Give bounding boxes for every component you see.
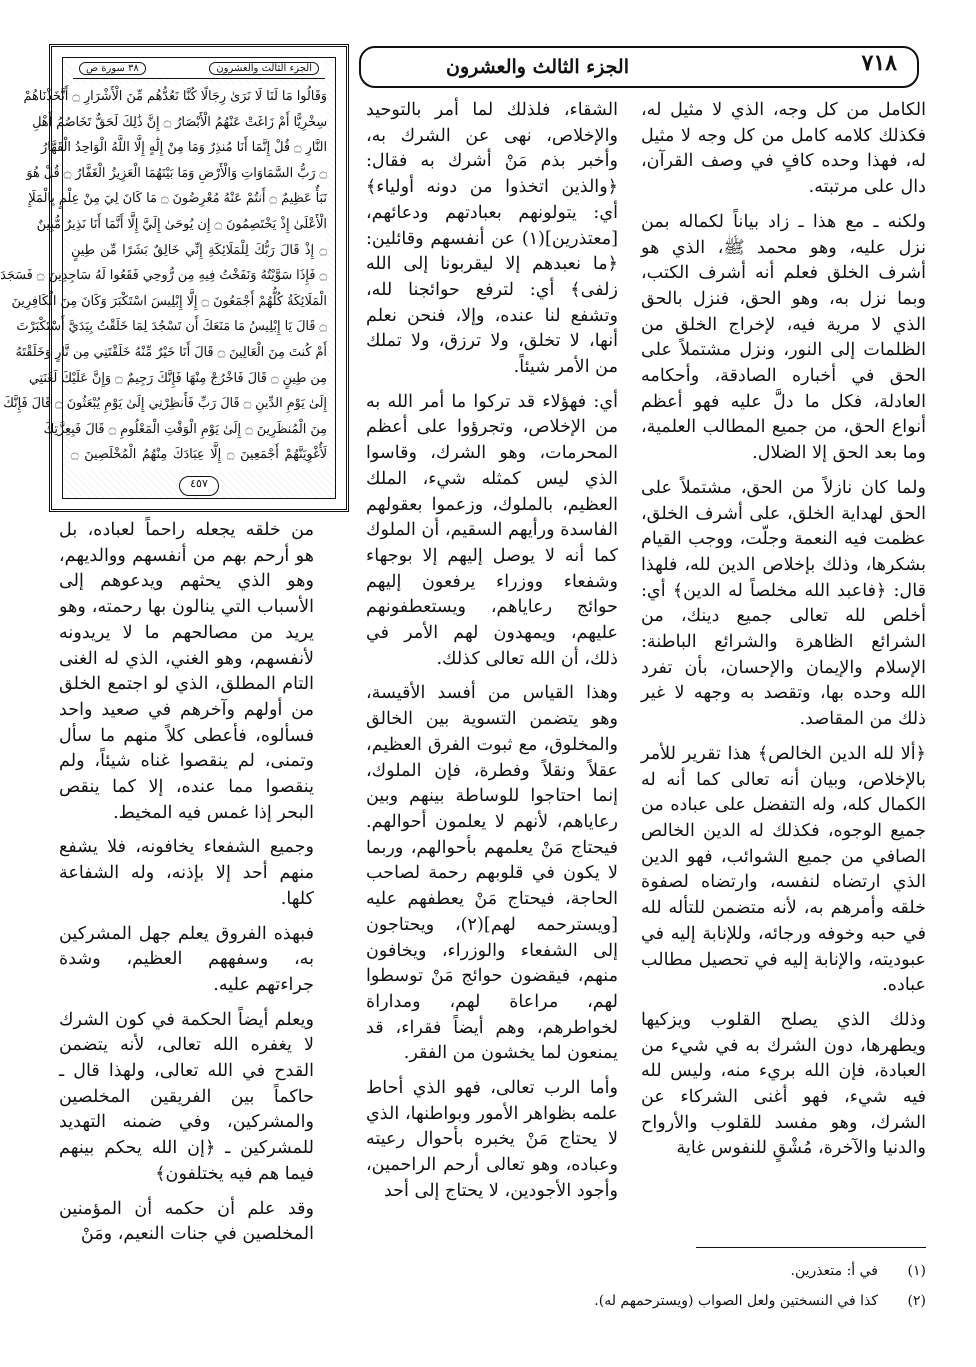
footnote xyxy=(66,1256,926,1286)
left-column-paragraph: وجميع الشفعاء يخافونه، فلا يشفع منهم أحد إلا بإذنه، وله الشفاعة كلها. xyxy=(59,837,314,909)
left-column-paragraph: فبهذه الفروق يعلم جهل المشركين به، وسفههم العظيم، وشدة جراءتهم عليه. xyxy=(59,923,314,995)
mushaf-line: الْمَلَائِكَةُ كُلُّهُمْ أَجْمَعُونَ ۝ إِلَّا إِبْلِيسَ اسْتَكْبَرَ وَكَانَ مِنَ الْكَافِرِينَ xyxy=(11,293,327,309)
column-left xyxy=(59,518,314,1257)
footnotes xyxy=(66,1256,926,1316)
footnote-divider xyxy=(696,1247,926,1248)
mushaf-line: ۝ فَإِذَا سَوَّيْتُهُ وَنَفَخْتُ فِيهِ مِن رُّوحِي فَقَعُوا لَهُ سَاجِدِينَ ۝ فَسَجَدَ xyxy=(0,268,327,284)
left-column-paragraph: من خلقه يجعله راحماً لعباده، بل هو أرحم بهم من أنفسهم ووالديهم، وهو الذي يحثهم ويدعوهم إلى الأسباب التي ينالون بها رحمته، وهو يريد من مصالحهم ما لا يريدونه لأنفسهم، وهو الغني، الذي له الغنى التام المطلق، الذي لو اجتمع الخلق من أولهم وآخرهم في صعيد واحد فسألوه، فأعطى كلاً منهم ما سأل وتمنى، لم ينقصوا غناه شيئاً، ولم ينقصوا مما عنده، إلا كما ينقص البحر إذا غمس فيه المخيط. xyxy=(59,520,314,823)
mushaf-surah-name: ٣٨ سورة ص xyxy=(79,62,146,75)
footnote-text: في أ: متعذرين. xyxy=(790,1263,878,1279)
left-column-paragraph: وقد علم أن حكمه أن المؤمنين المخلصين في جنات النعيم، ومَنْ xyxy=(59,1198,314,1245)
page-number: ٧١٨ xyxy=(861,50,897,76)
header-frame xyxy=(359,46,919,88)
right-column-paragraph: ولما كان نازلاً من الحق، مشتملاً على الحق لهداية الخلق، على أشرف الخلق، عظمت فيه النعمة وجلّت، ووجب القيام بشكرها، وذلك بإخلاص الدين لله، فلهذا قال: ﴿فاعبد الله مخلصاً له الدين﴾ أي: أخلص لله تعالى جميع دينك، من الشرائع الظاهرة والشرائع الباطنة: الإسلام والإيمان والإحسان، بأن تفرد الله وحده بها، وتقصد به وجهه لا غير ذلك من المقاصد. xyxy=(641,477,926,730)
mushaf-line: إِلَىٰ يَوْمِ الدِّينِ ۝ قَالَ رَبِّ فَأَنظِرْنِي إِلَىٰ يَوْمِ يُبْعَثُونَ ۝ قَالَ فَإِنَّكَ xyxy=(3,396,327,412)
mushaf-line: وَقَالُوا مَا لَنَا لَا نَرَىٰ رِجَالًا كُنَّا نَعُدُّهُم مِّنَ الْأَشْرَارِ ۝ أَتَّخَذْنَاهُمْ xyxy=(23,89,327,104)
column-middle xyxy=(366,98,618,1214)
mushaf-line: مِن طِينٍ ۝ قَالَ فَاخْرُجْ مِنْهَا فَإِنَّكَ رَجِيمٌ ۝ وَإِنَّ عَلَيْكَ لَعْنَتِي xyxy=(28,370,327,386)
page-header xyxy=(359,46,919,88)
mushaf-line: ۝ قَالَ يَا إِبْلِيسُ مَا مَنَعَكَ أَن تَسْجُدَ لِمَا خَلَقْتُ بِيَدَيَّ أَسْتَكْبَرْتَ xyxy=(16,319,327,335)
footnote-text: كذا في النسختين ولعل الصواب (ويسترحمهم له). xyxy=(594,1293,878,1309)
right-column-paragraph: ولكنه ـ مع هذا ـ زاد بياناً لكماله بمن نزل عليه، وهو محمد ﷺ، الذي هو أشرف الخلق فعلم أنه أشرف الكتب، وبما نزل به، وهو الحق، فنزل بالحق الذي لا مرية فيه، لإخراج الخلق من الظلمات إلى النور، ونزل مشتملاً على الحق في أخباره الصادقة، وأحكامه العادلة، فكل ما دلَّ عليه فهو أعظم أنواع الحق، من جميع المطالب العلمية، وما بعد الحق إلا الضلال. xyxy=(641,211,926,464)
footnote-number: (٢) xyxy=(907,1293,926,1309)
mushaf-line: لَأُغْوِيَنَّهُمْ أَجْمَعِينَ ۝ إِلَّا عِبَادَكَ مِنْهُمُ الْمُخْلَصِينَ ۝ xyxy=(71,447,327,463)
right-column-paragraph: الكامل من كل وجه، الذي لا مثيل له، فكذلك كلامه كامل من كل وجه لا مثيل له، فهذا وحده كافٍ في وصف القرآن، دال على مرتبته. xyxy=(641,100,926,198)
mushaf-verses xyxy=(0,84,327,470)
mushaf-line: مِنَ الْمُنظَرِينَ ۝ إِلَىٰ يَوْمِ الْوَقْتِ الْمَعْلُومِ ۝ قَالَ فَبِعِزَّتِكَ xyxy=(43,421,327,437)
mushaf-line: سِخْرِيًّا أَمْ زَاغَتْ عَنْهُمُ الْأَبْصَارُ ۝ إِنَّ ذَٰلِكَ لَحَقٌّ تَخَاصُمُ أَهْلِ xyxy=(32,114,327,130)
left-column-paragraph: ويعلم أيضاً الحكمة في كون الشرك لا يغفره الله تعالى، لأنه يتضمن القدح في الله تعالى، ولهذا قال ـ حاكماً بين الفريقين المخلصين والمشركين، وفي ضمنه التهديد للمشركين ـ ﴿إن الله يحكم بينهم فيما هم فيه يختلفون﴾ xyxy=(59,1009,314,1184)
mushaf-line: أَمْ كُنتَ مِنَ الْعَالِينَ ۝ قَالَ أَنَا خَيْرٌ مِّنْهُ خَلَقْتَنِي مِن نَّارٍ وَخَلَقْتَهُ xyxy=(15,344,327,360)
mushaf-header xyxy=(73,58,325,79)
mushaf-line: الْأَعْلَىٰ إِذْ يَخْتَصِمُونَ ۝ إِن يُوحَىٰ إِلَيَّ إِلَّا أَنَّمَا أَنَا نَذِيرٌ مُّبِينٌ xyxy=(36,216,327,232)
mushaf-page-box xyxy=(0,44,349,512)
mushaf-line: نَبَأٌ عَظِيمٌ ۝ أَنتُمْ عَنْهُ مُعْرِضُونَ ۝ مَا كَانَ لِيَ مِنْ عِلْمٍ بِالْمَلَإِ xyxy=(28,191,327,207)
middle-column-paragraph: الشقاء، فلذلك لما أمر بالتوحيد والإخلاص، نهى عن الشرك به، وأخبر بذم مَنْ أشرك به فقال: ﴿والذين اتخذوا من دونه أولياء﴾ أي: يتولونهم بعبادتهم ودعائهم، [معتذرين](١) عن أنفسهم وقائلين: ﴿ما نعبدهم إلا ليقربونا إلى الله زلفى﴾ أي: لترفع حوائجنا لله، وتشفع لنا عنده، وإلا، فنحن نعلم أنها، لا تخلق، ولا ترزق، ولا تملك من الأمر شيئاً. xyxy=(366,100,618,378)
right-column-paragraph: وذلك الذي يصلح القلوب ويزكيها ويطهرها، دون الشرك به في شيء من العبادة، فإن الله بريء منه، وليس لله فيه شيء، فهو أغنى الشركاء عن الشرك، وهو مفسد للقلوب والأرواح والدنيا والآخرة، مُشْقٍ للنفوس غاية xyxy=(641,1009,926,1159)
column-right xyxy=(641,98,926,1171)
mushaf-ornament-border xyxy=(0,57,336,499)
footnote xyxy=(66,1286,926,1316)
mushaf-line: ۝ رَبُّ السَّمَاوَاتِ وَالْأَرْضِ وَمَا بَيْنَهُمَا الْعَزِيزُ الْغَفَّارُ ۝ قُلْ هُوَ xyxy=(26,165,327,181)
mushaf-line: النَّارِ ۝ قُلْ إِنَّمَا أَنَا مُنذِرٌ وَمَا مِنْ إِلَٰهٍ إِلَّا اللَّهُ الْوَاحِدُ الْقَهَّارُ xyxy=(41,140,327,156)
middle-column-paragraph: وأما الرب تعالى، فهو الذي أحاط علمه بظواهر الأمور وبواطنها، الذي لا يحتاج مَنْ يخبره بأحوال رعيته وعباده، وهو تعالى أرحم الراحمين، وأجود الأجودين، لا يحتاج إلى أحد xyxy=(366,1078,618,1201)
mushaf-page-number: ٤٥٧ xyxy=(179,476,219,496)
middle-column-paragraph: أي: فهؤلاء قد تركوا ما أمر الله به من الإخلاص، وتجرؤوا على أعظم المحرمات، وهو الشرك، وقاسوا الذي ليس كمثله شيء، الملك العظيم، بالملوك، وزعموا بعقولهم الفاسدة ورأيهم السقيم، أن الملوك كما أنه لا يوصل إليهم إلا بوجهاء وشفعاء ووزراء يرفعون إليهم حوائج رعاياهم، ويستعطفونهم عليهم، ويمهدون لهم الأمر في ذلك، أن الله تعالى كذلك. xyxy=(366,391,618,669)
right-column-paragraph: ﴿ألا لله الدين الخالص﴾ هذا تقرير للأمر بالإخلاص، وبيان أنه تعالى كما أنه له الكمال كله، وله التفضل على عباده من جميع الوجوه، فكذلك له الدين الخالص الصافي من جميع الشوائب، فهو الدين الذي ارتضاه لنفسه، وارتضاه لصفوة خلقه وأمرهم به، لأنه متضمن للتأله لله في حبه وخوفه ورجائه، وللإنابة إليه في عبوديته، والإنابة إليه في تحصيل مطالب عباده. xyxy=(641,743,926,996)
middle-column-paragraph: وهذا القياس من أفسد الأقيسة، وهو يتضمن التسوية بين الخالق والمخلوق، مع ثبوت الفرق العظيم، عقلاً ونقلاً وفطرة، فإن الملوك، إنما احتاجوا للوساطة بينهم وبين رعاياهم، لأنهم لا يعلمون أحوالهم. فيحتاج مَنْ يعلمهم بأحوالهم، وربما لا يكون في قلوبهم رحمة لصاحب الحاجة، فيحتاج مَنْ يعطفهم عليه [ويسترحمه لهم](٢)، ويحتاجون إلى الشفعاء والوزراء، ويخافون منهم، فيقضون حوائج مَنْ توسطوا لهم، مراعاة لهم، ومداراة لخواطرهم، وهم أيضاً فقراء، قد يمنعون لما يخشون من الفقر. xyxy=(366,683,618,1064)
footnote-number: (١) xyxy=(907,1263,926,1279)
mushaf-juz-label: الجزء الثالث والعشرون xyxy=(209,62,319,75)
mushaf-line: ۝ إِذْ قَالَ رَبُّكَ لِلْمَلَائِكَةِ إِنِّي خَالِقٌ بَشَرًا مِّن طِينٍ xyxy=(71,242,327,258)
juz-title: الجزء الثالث والعشرون xyxy=(446,56,629,78)
mushaf-footer xyxy=(63,476,335,496)
